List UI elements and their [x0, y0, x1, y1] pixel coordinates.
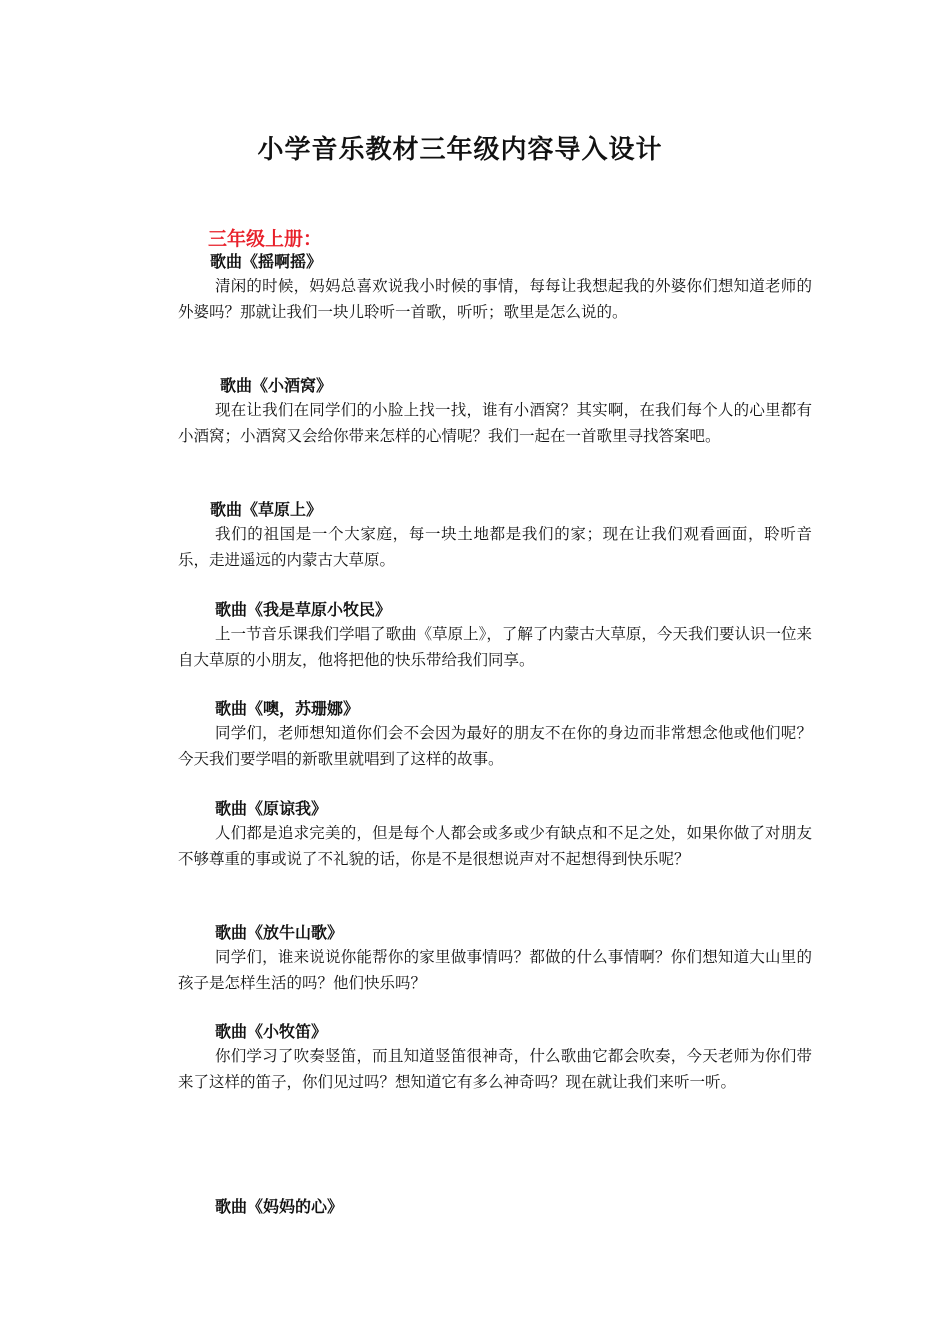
song-title: 歌曲《小牧笛》: [215, 1022, 328, 1041]
song-entry: [178, 1020, 812, 1095]
song-title: 歌曲《妈妈的心》: [215, 1197, 344, 1216]
song-title: 歌曲《草原上》: [210, 500, 323, 519]
song-entry: [178, 921, 812, 996]
song-entry: [178, 498, 812, 573]
song-entry: [178, 598, 812, 673]
song-title: 歌曲《我是草原小牧民》: [215, 600, 392, 619]
song-description: 人们都是追求完美的，但是每个人都会或多或少有缺点和不足之处，如果你做了对朋友不够尊重的事或说了不礼貌的话，你是不是很想说声对不起想得到快乐呢？: [178, 824, 812, 868]
song-title: 歌曲《放牛山歌》: [215, 923, 344, 942]
song-entry: [178, 250, 812, 325]
song-entry: [178, 797, 812, 872]
song-description: 现在让我们在同学们的小脸上找一找，谁有小酒窝？其实啊，在我们每个人的心里都有小酒窝；小酒窝又会给你带来怎样的心情呢？我们一起在一首歌里寻找答案吧。: [178, 401, 812, 445]
song-description: 同学们，老师想知道你们会不会因为最好的朋友不在你的身边而非常想念他或他们呢？今天我们要学唱的新歌里就唱到了这样的故事。: [178, 724, 812, 768]
song-entry: [178, 374, 812, 449]
page-title: 小学音乐教材三年级内容导入设计: [257, 135, 663, 165]
song-entry: [178, 697, 812, 772]
section-heading: 三年级上册：: [208, 228, 323, 250]
song-entry: [178, 1195, 812, 1219]
song-description: 清闲的时候，妈妈总喜欢说我小时候的事情，每每让我想起我的外婆你们想知道老师的外婆吗？那就让我们一块儿聆听一首歌，听听；歌里是怎么说的。: [178, 277, 812, 321]
song-description: 上一节音乐课我们学唱了歌曲《草原上》，了解了内蒙古大草原，今天我们要认识一位来自大草原的小朋友，他将把他的快乐带给我们同享。: [178, 625, 812, 669]
song-title: 歌曲《摇啊摇》: [210, 252, 323, 271]
song-title: 歌曲《原谅我》: [215, 799, 328, 818]
song-description: 我们的祖国是一个大家庭，每一块土地都是我们的家；现在让我们观看画面，聆听音乐，走进遥远的内蒙古大草原。: [178, 525, 812, 569]
song-description: 同学们，谁来说说你能帮你的家里做事情吗？都做的什么事情啊？你们想知道大山里的孩子是怎样生活的吗？他们快乐吗？: [178, 948, 812, 992]
song-title: 歌曲《噢，苏珊娜》: [215, 699, 360, 718]
song-description: 你们学习了吹奏竖笛，而且知道竖笛很神奇，什么歌曲它都会吹奏，今天老师为你们带来了这样的笛子，你们见过吗？想知道它有多么神奇吗？现在就让我们来听一听。: [178, 1047, 812, 1091]
song-title: 歌曲《小酒窝》: [220, 376, 333, 395]
